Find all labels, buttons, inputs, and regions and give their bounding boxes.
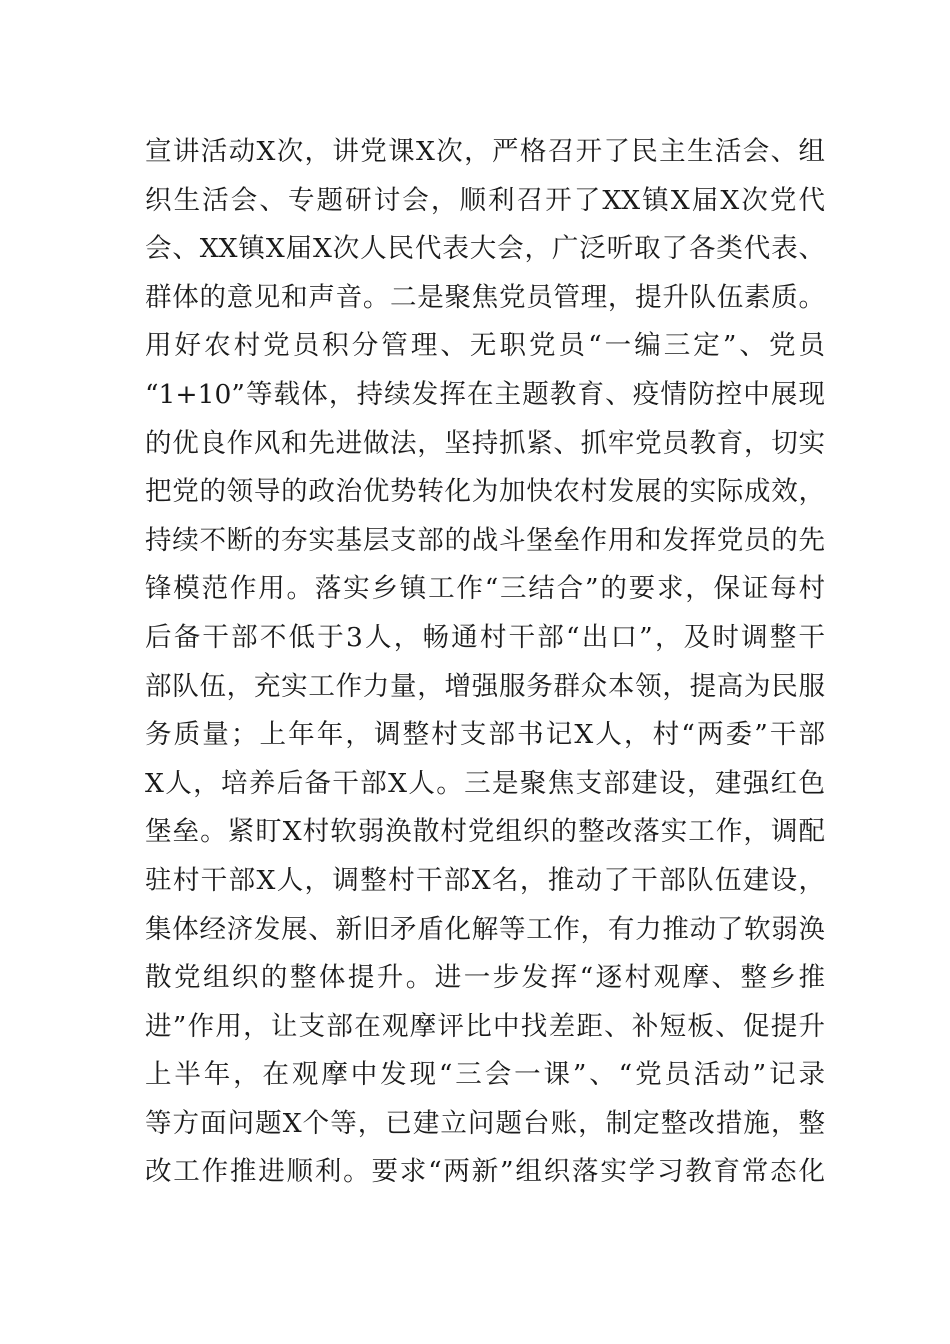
text-line: 部队伍，充实工作力量，增强服务群众本领，提高为民服: [145, 670, 825, 702]
text-line: 后备干部不低于3人，畅通村干部“出口”，及时调整干: [145, 621, 825, 653]
text-line: 持续不断的夯实基层支部的战斗堡垒作用和发挥党员的先: [145, 524, 825, 556]
text-line: 进”作用，让支部在观摩评比中找差距、补短板、促提升: [145, 1010, 825, 1042]
text-line: 等方面问题X个等，已建立问题台账，制定整改措施，整: [145, 1107, 825, 1139]
text-line: 锋模范作用。落实乡镇工作“三结合”的要求，保证每村: [145, 573, 825, 605]
text-line: 集体经济发展、新旧矛盾化解等工作，有力推动了软弱涣: [145, 913, 825, 945]
text-line: 的优良作风和先进做法，坚持抓紧、抓牢党员教育，切实: [145, 427, 825, 459]
text-line: X人，培养后备干部X人。三是聚焦支部建设，建强红色: [145, 767, 825, 799]
text-line: 把党的领导的政治优势转化为加快农村发展的实际成效，: [145, 476, 825, 508]
text-line: 用好农村党员积分管理、无职党员“一编三定”、党员: [145, 330, 825, 362]
text-line: 群体的意见和声音。二是聚焦党员管理，提升队伍素质。: [145, 281, 825, 313]
text-line: 散党组织的整体提升。进一步发挥“逐村观摩、整乡推: [145, 962, 825, 994]
text-line: 会、XX镇X届X次人民代表大会，广泛听取了各类代表、: [145, 233, 825, 265]
text-line: 改工作推进顺利。要求“两新”组织落实学习教育常态化: [145, 1156, 825, 1188]
text-line: 堡垒。紧盯X村软弱涣散村党组织的整改落实工作，调配: [145, 816, 825, 848]
text-line: 上半年，在观摩中发现“三会一课”、“党员活动”记录: [145, 1059, 825, 1091]
text-line: 驻村干部X人，调整村干部X名，推动了干部队伍建设，: [145, 864, 825, 896]
text-line: 织生活会、专题研讨会，顺利召开了XX镇X届X次党代: [145, 184, 825, 216]
text-line: 宣讲活动X次，讲党课X次，严格召开了民主生活会、组: [145, 136, 825, 167]
text-line: “1+10”等载体，持续发挥在主题教育、疫情防控中展现: [145, 378, 825, 410]
text-line: 务质量；上年年，调整村支部书记X人，村“两委”干部: [145, 719, 825, 751]
body-text: [145, 128, 825, 1197]
